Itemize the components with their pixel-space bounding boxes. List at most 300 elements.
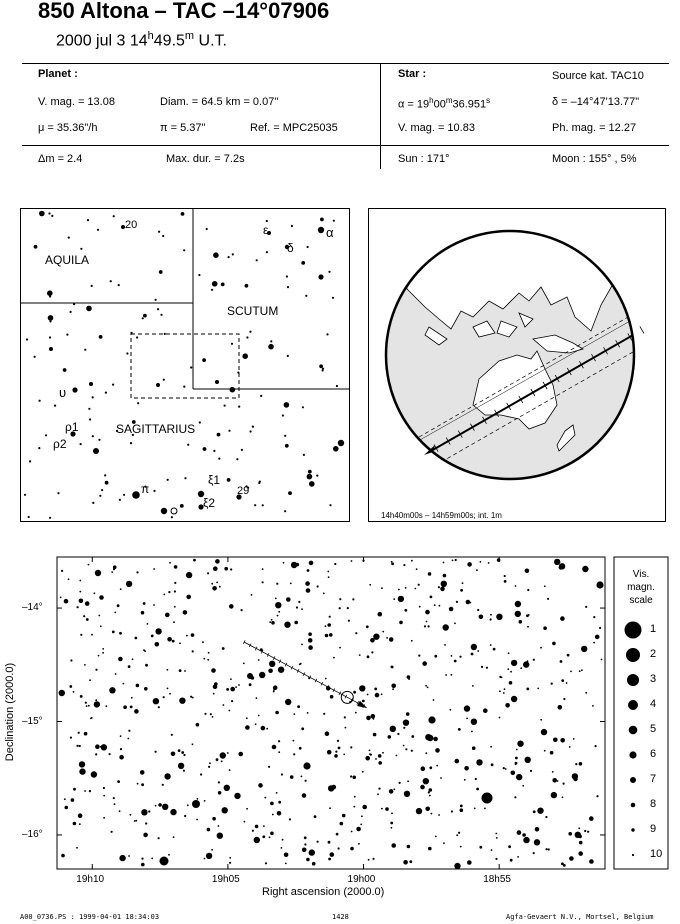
scale-title-2: magn.	[627, 582, 655, 593]
field-star	[212, 586, 217, 591]
label-upsilon: υ	[59, 385, 67, 400]
field-star	[560, 738, 565, 743]
field-star	[523, 837, 529, 843]
field-star	[217, 833, 223, 839]
finder-star	[256, 259, 258, 261]
finder-star	[303, 454, 305, 456]
finder-star	[104, 474, 106, 476]
mag-scale-label: 6	[650, 748, 657, 760]
field-star	[69, 685, 72, 688]
field-star	[504, 575, 506, 577]
field-star	[301, 727, 304, 730]
field-star	[451, 810, 453, 812]
field-star	[126, 581, 132, 587]
field-star	[277, 811, 282, 816]
sun-elongation: Sun : 171°	[398, 153, 450, 165]
finder-star	[34, 356, 36, 358]
finder-bright-star	[132, 491, 140, 499]
field-star	[162, 784, 164, 786]
field-star	[325, 634, 329, 638]
field-star	[282, 839, 284, 841]
field-star	[456, 601, 458, 603]
field-star	[304, 836, 307, 839]
field-star	[84, 664, 86, 666]
field-star	[428, 572, 432, 576]
finder-star	[119, 499, 121, 501]
field-star	[544, 585, 546, 587]
field-star	[550, 751, 554, 755]
field-star	[495, 833, 497, 835]
finder-star	[285, 444, 289, 448]
finder-star	[309, 481, 315, 487]
field-star	[378, 754, 382, 758]
field-star	[151, 858, 153, 860]
field-star	[231, 700, 233, 702]
field-star	[95, 753, 97, 755]
field-star	[472, 746, 476, 750]
field-star	[440, 777, 442, 779]
field-star	[59, 690, 65, 696]
date-ut: U.T.	[194, 32, 227, 50]
field-star	[490, 644, 492, 646]
finder-star	[291, 225, 293, 227]
field-star	[505, 703, 510, 708]
mag-scale-label: 4	[650, 698, 657, 710]
field-star	[411, 735, 414, 738]
field-star	[393, 598, 395, 600]
field-star	[378, 788, 380, 790]
field-star	[378, 761, 382, 765]
field-star	[89, 679, 91, 681]
field-star	[210, 713, 212, 715]
finder-star	[105, 481, 109, 485]
scale-title-3: scale	[629, 595, 653, 606]
finder-bright-star	[318, 227, 324, 233]
field-star	[115, 673, 117, 675]
field-star	[178, 749, 181, 752]
planet-diam: Diam. = 64.5 km = 0.07"	[160, 96, 279, 108]
field-star	[505, 768, 507, 770]
finder-star	[238, 406, 240, 408]
field-star	[246, 717, 248, 719]
finder-star	[39, 400, 41, 402]
field-star	[381, 808, 383, 810]
globe-caption: 14h40m00s – 14h59m00s; int. 1m	[381, 511, 502, 520]
field-star	[398, 596, 404, 602]
field-star	[340, 822, 344, 826]
field-star	[289, 818, 291, 820]
field-star	[278, 667, 284, 673]
field-star	[411, 750, 413, 752]
field-star	[389, 789, 394, 794]
finder-star	[45, 434, 47, 436]
field-star	[317, 585, 319, 587]
finder-star	[270, 340, 272, 342]
field-star	[259, 672, 265, 678]
bright-field-star	[192, 800, 200, 808]
field-star	[65, 806, 69, 810]
field-star	[514, 796, 516, 798]
label-star-29: 29	[237, 485, 250, 497]
field-star	[560, 616, 565, 621]
field-star	[141, 809, 147, 815]
field-star	[84, 732, 88, 736]
star-ra-s: s	[486, 96, 491, 105]
field-star	[352, 598, 354, 600]
field-star	[216, 758, 219, 761]
finder-star	[164, 333, 166, 335]
finder-star	[328, 271, 330, 273]
field-star	[196, 819, 198, 821]
finder-star	[84, 349, 86, 351]
finder-star	[332, 297, 334, 299]
field-star	[88, 705, 90, 707]
field-star	[230, 678, 232, 680]
field-star	[553, 738, 558, 743]
field-star	[252, 830, 254, 832]
field-star	[533, 852, 535, 854]
field-star	[573, 738, 575, 740]
field-star	[520, 667, 522, 669]
field-star	[582, 566, 588, 572]
date-h: h	[147, 30, 154, 42]
field-star	[192, 743, 194, 745]
field-star	[429, 795, 431, 797]
field-star	[428, 625, 430, 627]
field-star	[216, 582, 218, 584]
finder-star	[284, 510, 286, 512]
field-star	[493, 648, 496, 651]
field-star	[222, 647, 225, 650]
star-ra-b: 00	[433, 98, 446, 111]
field-star	[275, 711, 279, 715]
field-star	[477, 609, 479, 611]
mag-scale-label: 7	[650, 773, 657, 785]
field-star	[179, 642, 181, 644]
finder-bright-star	[156, 383, 160, 387]
field-star	[458, 728, 461, 731]
field-star	[390, 822, 393, 825]
mag-scale-label: 3	[650, 673, 657, 685]
finder-star	[246, 336, 248, 338]
mag-scale-label: 2	[650, 648, 657, 660]
planet-mu: μ = 35.36"/h	[38, 122, 98, 134]
field-star	[153, 604, 155, 606]
field-star	[353, 691, 356, 694]
label-scutum: SCUTUM	[227, 304, 279, 318]
field-star	[578, 851, 583, 856]
field-star	[509, 681, 513, 685]
field-star	[293, 753, 295, 755]
field-star	[246, 808, 248, 810]
field-star	[409, 860, 412, 863]
field-star	[434, 604, 436, 606]
field-star	[86, 618, 89, 621]
field-star	[552, 778, 557, 783]
field-star	[173, 621, 175, 623]
finder-star	[171, 516, 173, 518]
field-star	[306, 858, 310, 862]
field-star	[454, 863, 460, 869]
field-star	[85, 601, 90, 606]
field-star	[95, 744, 100, 749]
field-star	[105, 705, 107, 707]
detail-chart-area	[0, 556, 680, 896]
field-star	[414, 588, 416, 590]
finder-star	[92, 396, 94, 398]
field-star	[137, 783, 139, 785]
finder-star	[101, 489, 103, 491]
field-star	[100, 625, 102, 627]
field-star	[329, 807, 331, 809]
field-star	[91, 771, 97, 777]
field-star	[499, 690, 501, 692]
field-star	[64, 798, 66, 800]
finder-star	[284, 402, 290, 408]
field-star	[382, 631, 384, 633]
mag-scale-dot	[625, 622, 642, 639]
field-star	[151, 635, 154, 638]
field-star	[174, 582, 176, 584]
finder-star	[68, 237, 70, 239]
field-star	[174, 606, 176, 608]
field-star	[429, 788, 433, 792]
field-star	[596, 795, 598, 797]
field-star	[504, 688, 506, 690]
field-star	[251, 594, 253, 596]
star-source: Source kat. TAC10	[552, 70, 644, 82]
finder-star	[224, 405, 226, 407]
field-star	[284, 622, 290, 628]
field-star	[283, 562, 285, 564]
field-star	[561, 679, 564, 682]
field-star	[305, 780, 307, 782]
field-star	[510, 671, 512, 673]
field-star	[560, 660, 563, 663]
field-star	[130, 814, 132, 816]
field-star	[593, 642, 595, 644]
field-star	[297, 705, 300, 708]
field-star	[94, 592, 96, 594]
field-star	[477, 650, 479, 652]
field-star	[391, 562, 394, 565]
field-star	[203, 658, 205, 660]
field-star	[426, 621, 428, 623]
field-star	[317, 841, 319, 843]
field-star	[178, 763, 184, 769]
finder-star	[187, 444, 189, 446]
field-star	[362, 771, 364, 773]
finder-star	[89, 418, 91, 420]
finder-star	[266, 251, 268, 253]
field-star	[270, 802, 274, 806]
field-star	[527, 626, 529, 628]
field-star	[153, 568, 155, 570]
field-star	[165, 613, 170, 618]
field-star	[499, 676, 501, 678]
field-star	[418, 584, 420, 586]
field-star	[285, 699, 291, 705]
field-star	[135, 820, 137, 822]
field-star	[420, 785, 425, 790]
finder-star	[245, 284, 249, 288]
field-star	[79, 745, 81, 747]
field-star	[208, 652, 210, 654]
field-star	[241, 609, 243, 611]
field-star	[73, 691, 75, 693]
field-star	[526, 688, 529, 691]
field-star	[290, 583, 292, 585]
field-star	[338, 747, 341, 750]
field-star	[449, 607, 454, 612]
field-star	[360, 824, 362, 826]
field-star	[554, 559, 560, 565]
finder-star	[308, 470, 312, 474]
finder-star	[92, 435, 94, 437]
field-star	[163, 696, 165, 698]
field-star	[460, 589, 463, 592]
field-star	[226, 688, 229, 691]
field-star	[183, 770, 185, 772]
field-star	[496, 614, 502, 620]
field-star	[508, 652, 510, 654]
field-star	[351, 831, 353, 833]
finder-star	[181, 212, 185, 216]
field-star	[362, 805, 367, 810]
label-alpha: α	[326, 225, 334, 240]
field-star	[309, 561, 314, 566]
field-star	[229, 710, 231, 712]
field-star	[293, 740, 295, 742]
field-star	[290, 775, 294, 779]
field-star	[70, 659, 72, 661]
field-star	[425, 807, 430, 812]
field-star	[98, 615, 100, 617]
field-star	[119, 810, 121, 812]
field-star	[323, 593, 325, 595]
mag-scale-dot	[631, 828, 634, 831]
field-star	[527, 589, 529, 591]
field-star	[443, 574, 447, 578]
finder-star	[301, 261, 305, 265]
field-star	[208, 766, 210, 768]
field-star	[407, 845, 411, 849]
finder-star	[180, 504, 184, 508]
finder-star	[47, 290, 53, 296]
field-star	[307, 569, 310, 572]
field-star	[271, 621, 275, 625]
field-star	[443, 842, 445, 844]
bright-field-star	[596, 581, 603, 588]
finder-bright-star	[49, 347, 53, 351]
field-star	[589, 816, 594, 821]
field-star	[404, 609, 407, 612]
field-star	[426, 779, 429, 782]
field-star	[381, 693, 383, 695]
finder-star	[87, 219, 89, 221]
field-star	[585, 692, 587, 694]
field-star	[275, 602, 281, 608]
field-star	[120, 735, 122, 737]
field-star	[119, 755, 124, 760]
field-star	[73, 788, 76, 791]
field-star	[193, 559, 196, 562]
field-star	[356, 827, 361, 832]
field-star	[540, 647, 542, 649]
field-star	[112, 631, 115, 634]
mag-scale-dot	[626, 648, 640, 662]
field-star	[557, 780, 559, 782]
field-star	[211, 583, 213, 585]
field-star	[433, 699, 435, 701]
field-star	[431, 813, 433, 815]
field-star	[235, 686, 237, 688]
field-star	[186, 595, 191, 600]
field-star	[525, 569, 530, 574]
star-ra-c: 36.951	[452, 98, 487, 111]
finder-star	[206, 228, 208, 230]
finder-star	[153, 490, 155, 492]
mag-scale-label: 10	[650, 848, 663, 860]
field-star	[300, 663, 302, 665]
field-star	[183, 610, 188, 615]
field-star	[141, 858, 143, 860]
field-star	[224, 785, 230, 791]
finder-star	[26, 338, 28, 340]
field-star	[593, 616, 595, 618]
field-star	[472, 685, 474, 687]
event-date	[56, 30, 227, 50]
finder-star	[221, 283, 225, 287]
field-star	[475, 778, 477, 780]
finder-star	[203, 447, 207, 451]
field-star	[169, 693, 171, 695]
field-star	[173, 836, 175, 838]
field-star	[456, 834, 458, 836]
field-star	[147, 623, 149, 625]
field-star	[338, 847, 340, 849]
mag-scale-dot	[630, 777, 636, 783]
field-star	[460, 805, 463, 808]
field-star	[367, 655, 370, 658]
field-star	[102, 652, 104, 654]
field-star	[362, 700, 365, 703]
field-star	[127, 738, 129, 740]
field-star	[404, 791, 410, 797]
field-star	[371, 714, 376, 719]
field-star	[389, 637, 394, 642]
field-star	[213, 684, 218, 689]
field-star	[278, 611, 280, 613]
field-star	[207, 828, 211, 832]
mag-scale-dot	[632, 854, 634, 856]
field-star	[359, 685, 365, 691]
finder-star	[143, 314, 147, 318]
field-star	[224, 567, 228, 571]
plot-frame	[57, 557, 605, 869]
field-star	[458, 832, 460, 834]
footer-credit: Agfa-Gevaert N.V., Mortsel, Belgium	[506, 913, 654, 921]
field-star	[516, 749, 518, 751]
field-star	[80, 634, 82, 636]
field-star	[323, 713, 325, 715]
field-star	[212, 716, 214, 718]
field-star	[429, 766, 432, 769]
mag-scale-dot	[627, 674, 639, 686]
field-star	[466, 718, 468, 720]
field-star	[164, 773, 170, 779]
label-xi1: ξ1	[208, 473, 221, 487]
